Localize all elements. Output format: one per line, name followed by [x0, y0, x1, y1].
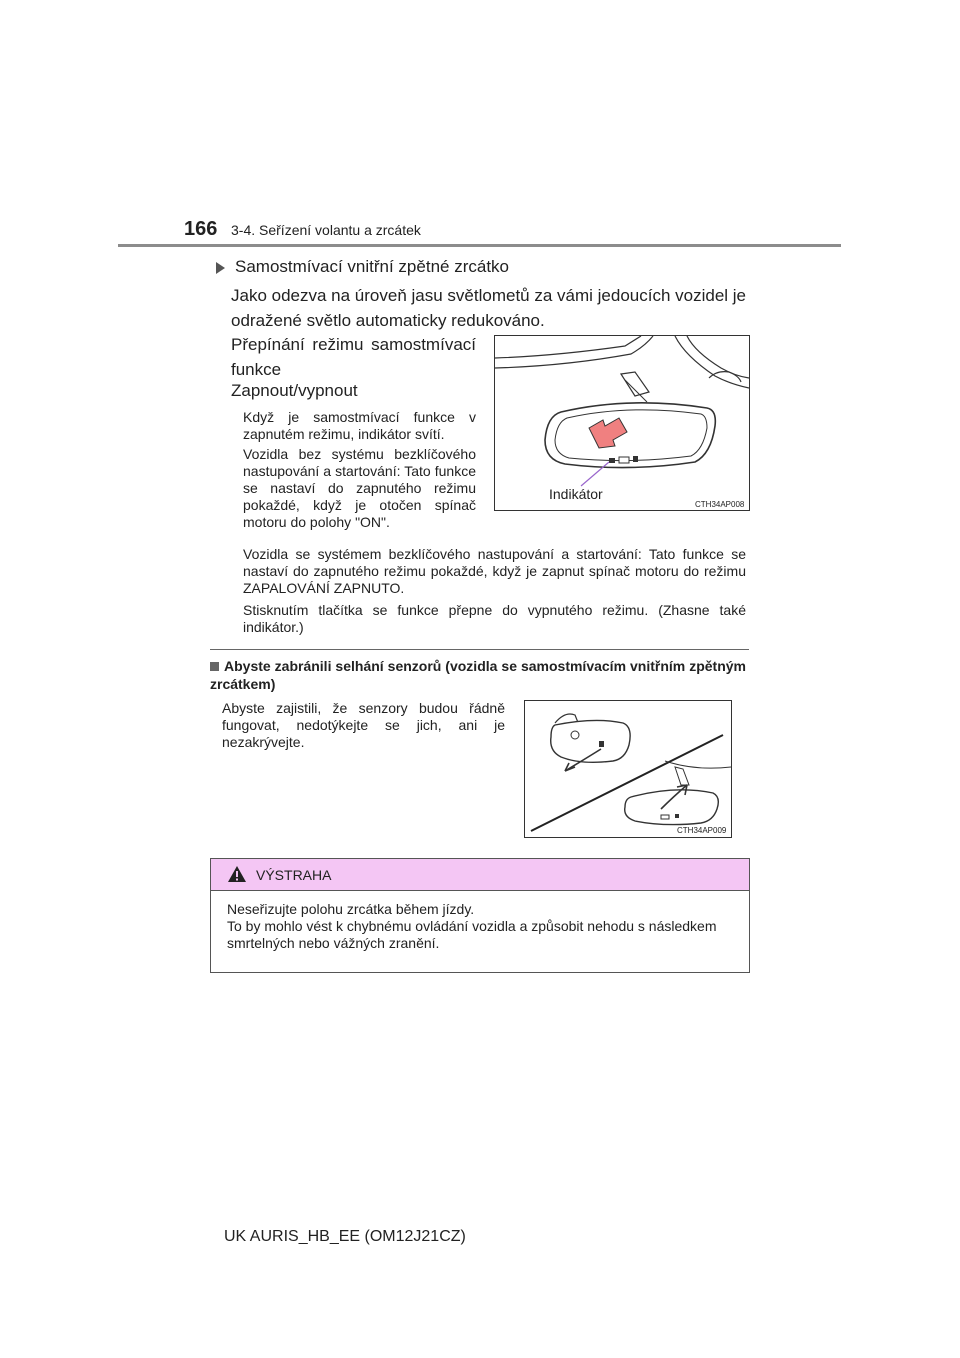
figure1-code: CTH34AP008 [695, 500, 745, 509]
note-indicator: Když je samostmívací funkce v zapnutém režimu, indikátor svítí. [243, 409, 476, 442]
mirror-figure [494, 335, 750, 511]
mode-label: Přepínání režimu samostmívací funkce [231, 335, 476, 379]
section-divider [210, 649, 749, 650]
mirror-illustration [495, 336, 749, 510]
sensors-heading: Abyste zabránili selhání senzorů (vozidla se samostmívacím vnitřním zpětným zrcátkem) [210, 658, 746, 692]
toggle-label: Zapnout/vypnout [231, 381, 358, 400]
header-rule [118, 244, 841, 247]
figure2-code: CTH34AP009 [677, 826, 727, 835]
warning-icon [227, 865, 247, 883]
warning-box [210, 858, 750, 973]
auto-dimming-heading: Samostmívací vnitřní zpětné zrcátko [216, 257, 509, 277]
warning-title: VÝSTRAHA [256, 867, 332, 883]
sensors-text: Abyste zajistili, že senzory budou řádně fungovat, nedotýkejte se jich, ani je nezakrývejte. [222, 700, 505, 750]
warning-line-1: Neseřizujte polohu zrcátka během jízdy. [227, 901, 475, 917]
triangle-bullet-icon [216, 262, 225, 274]
section-title: 3-4. Seřízení volantu a zrcátek [231, 222, 421, 238]
footer-model: UK AURIS_HB_EE (OM12J21CZ) [224, 1228, 466, 1245]
page-number: 166 [184, 218, 218, 240]
indicator-callout: Indikátor [549, 486, 603, 502]
sensor-illustration [525, 701, 731, 837]
auto-dimming-intro: Jako odezva na úroveň jasu světlometů za vámi jedoucích vozidel je odražené světlo automaticky redukováno. [231, 286, 747, 330]
note-with-keyless: Vozidla se systémem bezklíčového nastupování a startování: Tato funkce se nastaví do zapnutého režimu pokaždé, když je zapnut spínač motoru do režimu ZAPALOVÁNÍ ZAPNUTO. [243, 546, 746, 596]
warning-line-2: To by mohlo vést k chybnému ovládání vozidla a způsobit nehodu s následkem smrtelných nebo vážných zranění. [227, 918, 717, 951]
warning-header [211, 859, 749, 891]
sensor-figure [524, 700, 732, 838]
note-without-keyless: Vozidla bez systému bezklíčového nastupování a startování: Tato funkce se nastaví do zapnutého režimu pokaždé, když je otočen spínač motoru do polohy "ON". [243, 446, 476, 530]
warning-text [227, 901, 747, 952]
square-bullet-icon [210, 662, 219, 671]
note-press: Stisknutím tlačítka se funkce přepne do vypnutého režimu. (Zhasne také indikátor.) [243, 602, 746, 635]
